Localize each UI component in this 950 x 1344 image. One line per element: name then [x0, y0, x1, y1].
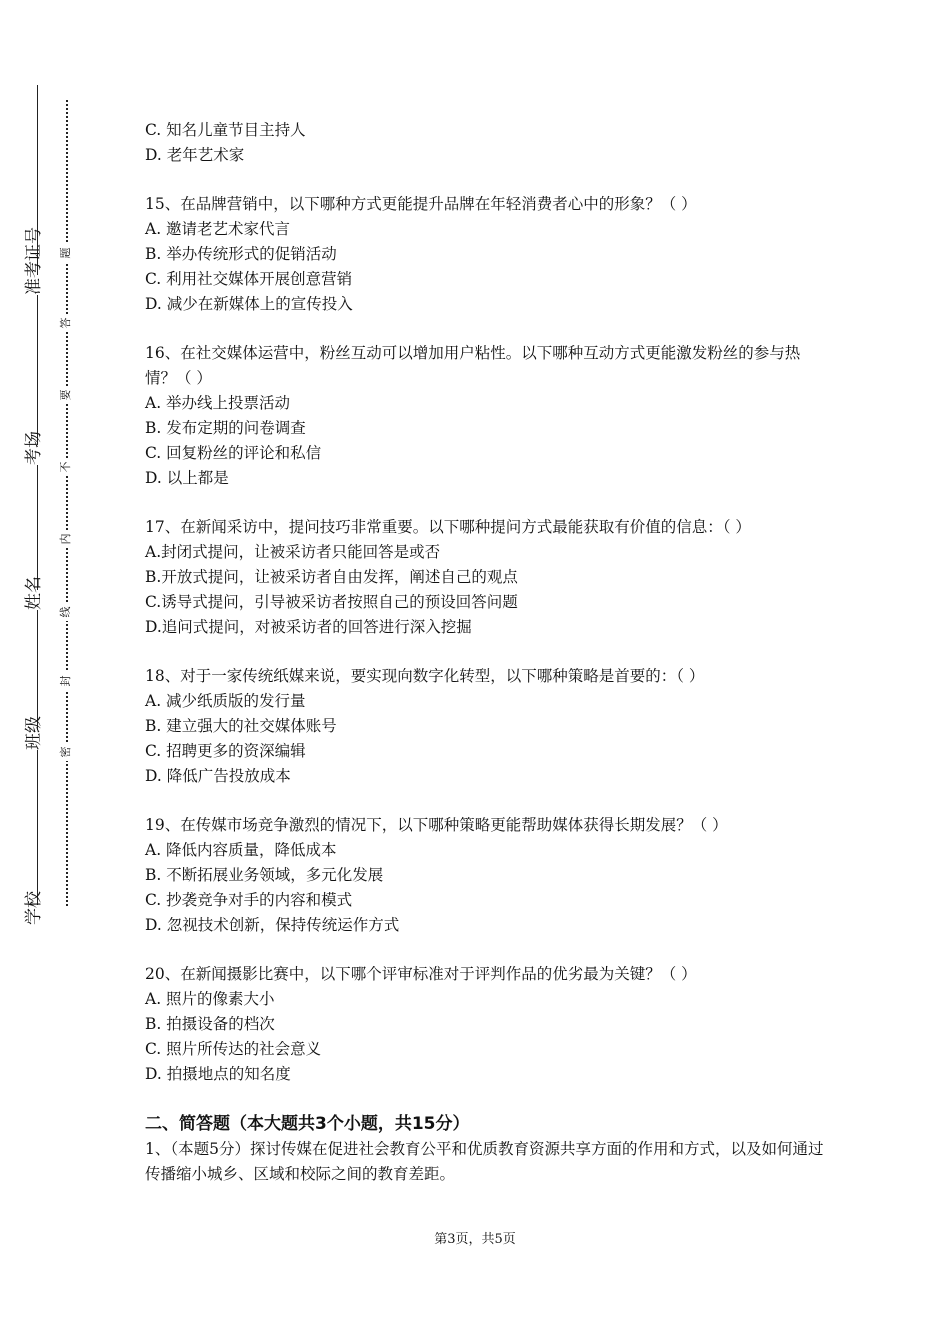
seal-char: 线: [57, 603, 75, 621]
option: A.封闭式提问，让被采访者只能回答是或否: [145, 543, 441, 561]
option: C. 知名儿童节目主持人: [145, 121, 306, 139]
option: B. 拍摄设备的档次: [145, 1015, 275, 1033]
exam-number-label: 准考证号: [24, 227, 44, 295]
option: C. 利用社交媒体开展创意营销: [145, 270, 353, 288]
option: A. 举办线上投票活动: [145, 394, 291, 412]
question-14-continued: [145, 118, 825, 168]
school-label: 学校: [24, 891, 44, 925]
question-stem: 15、在品牌营销中，以下哪种方式更能提升品牌在年轻消费者心中的形象？（ ）: [145, 195, 697, 213]
seal-char: 答: [57, 314, 75, 332]
question-18: [145, 664, 825, 789]
exam-room-label: 考场: [24, 431, 44, 465]
question-stem: 20、在新闻摄影比赛中，以下哪个评审标准对于评判作品的优劣最为关键？（ ）: [145, 965, 697, 983]
question-17: [145, 515, 825, 640]
option: D. 减少在新媒体上的宣传投入: [145, 295, 353, 313]
option: D. 忽视技术创新，保持传统运作方式: [145, 916, 400, 934]
option: B. 建立强大的社交媒体账号: [145, 717, 337, 735]
seal-char: 不: [57, 458, 75, 476]
option: D. 以上都是: [145, 469, 229, 487]
option: C. 抄袭竞争对手的内容和模式: [145, 891, 353, 909]
binding-solid-line: [37, 85, 38, 925]
seal-char: 内: [57, 530, 75, 548]
option: D. 拍摄地点的知名度: [145, 1065, 291, 1083]
seal-char: 封: [57, 672, 75, 690]
question-stem: 16、在社交媒体运营中，粉丝互动可以增加用户粘性。以下哪种互动方式更能激发粉丝的参与热情？（ ）: [145, 344, 801, 387]
option: C. 回复粉丝的评论和私信: [145, 444, 322, 462]
option: D. 老年艺术家: [145, 146, 245, 164]
seal-char: 题: [57, 244, 75, 262]
question-stem: 19、在传媒市场竞争激烈的情况下，以下哪种策略更能帮助媒体获得长期发展？（ ）: [145, 816, 728, 834]
question-15: [145, 192, 825, 317]
option: A. 减少纸质版的发行量: [145, 692, 306, 710]
section-2-title: 二、简答题（本大题共3个小题，共15分）: [145, 1114, 470, 1134]
name-label: 姓名: [24, 576, 44, 610]
exam-content: [145, 118, 825, 1187]
option: C. 照片所传达的社会意义: [145, 1040, 322, 1058]
option: A. 照片的像素大小: [145, 990, 275, 1008]
option: D.追问式提问，对被采访者的回答进行深入挖掘: [145, 618, 472, 636]
question-19: [145, 813, 825, 938]
question-stem: 17、在新闻采访中，提问技巧非常重要。以下哪种提问方式最能获取有价值的信息：（ ）: [145, 518, 751, 536]
option: B.开放式提问，让被采访者自由发挥，阐述自己的观点: [145, 568, 518, 586]
option: B. 不断拓展业务领域，多元化发展: [145, 866, 384, 884]
option: C.诱导式提问，引导被采访者按照自己的预设回答问题: [145, 593, 518, 611]
question-20: [145, 962, 825, 1087]
option: B. 举办传统形式的促销活动: [145, 245, 337, 263]
option: A. 降低内容质量，降低成本: [145, 841, 337, 859]
seal-char: 密: [57, 743, 75, 761]
short-answer-question-1: 1、（本题5分）探讨传媒在促进社会教育公平和优质教育资源共享方面的作用和方式，以及如何通过传播缩小城乡、区域和校际之间的教育差距。: [145, 1140, 824, 1183]
page-footer: 第3页，共5页: [434, 1232, 516, 1247]
option: D. 降低广告投放成本: [145, 767, 291, 785]
option: B. 发布定期的问卷调查: [145, 419, 306, 437]
question-16: [145, 341, 825, 491]
option: C. 招聘更多的资深编辑: [145, 742, 306, 760]
option: A. 邀请老艺术家代言: [145, 220, 291, 238]
question-stem: 18、对于一家传统纸媒来说，要实现向数字化转型，以下哪种策略是首要的：（ ）: [145, 667, 705, 685]
class-label: 班级: [24, 716, 44, 750]
binding-dotted-line: [66, 100, 68, 906]
seal-char: 要: [57, 386, 75, 404]
